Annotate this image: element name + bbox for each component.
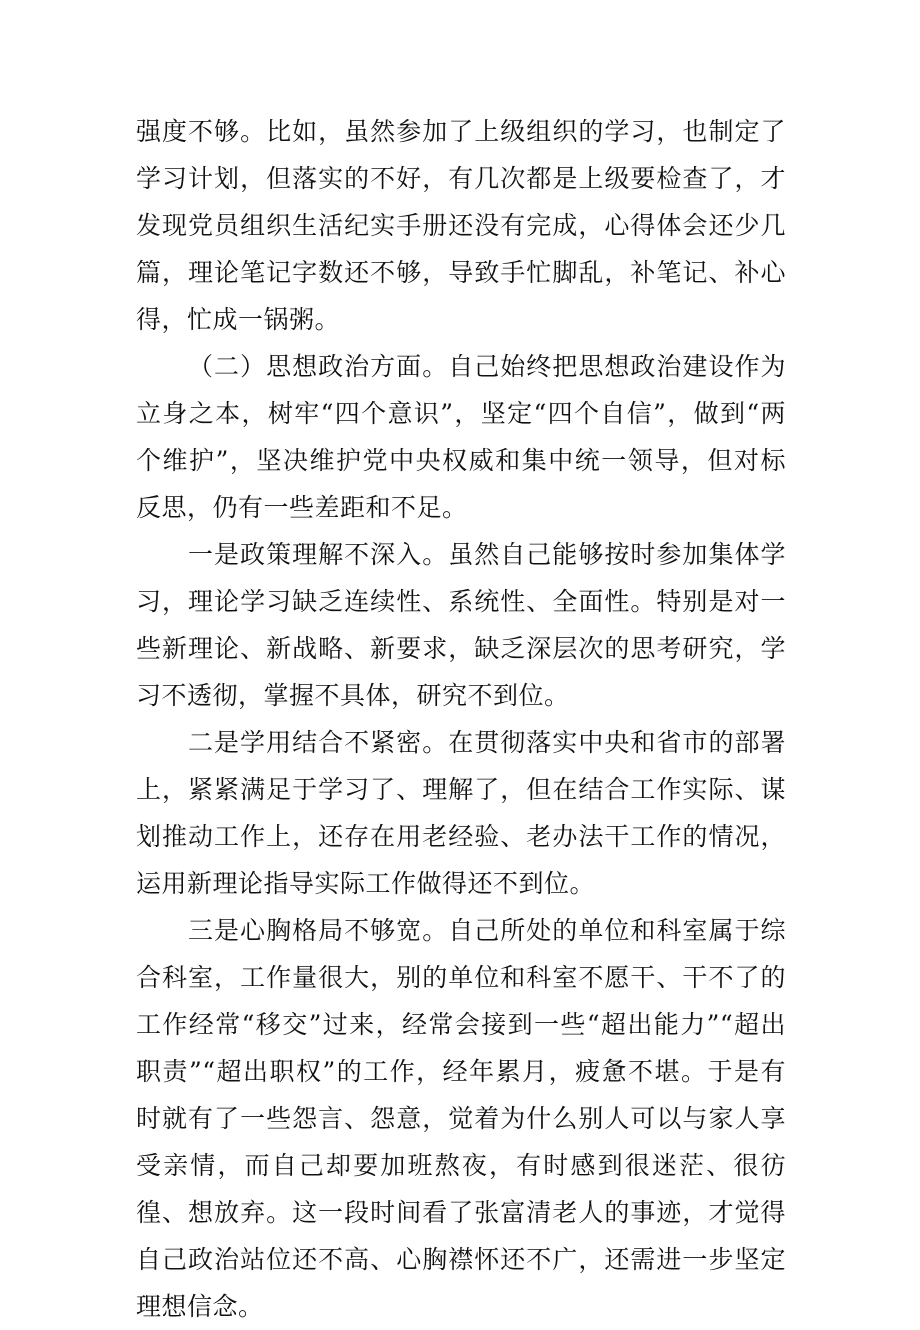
paragraph-study-application: 二是学用结合不紧密。在贯彻落实中央和省市的部署上，紧紧满足于学习了、理解了，但在结合工作实际、谋划推动工作上，还存在用老经验、老办法干工作的情况，运用新理论指导实际工作做得还不到位。 — [136, 728, 786, 898]
document-body — [136, 108, 786, 1330]
paragraph-political-thought-heading: （二）思想政治方面。自己始终把思想政治建设作为立身之本，树牢“四个意识”，坚定“四个自信”，做到“两个维护”，坚决维护党中央权威和集中统一领导，但对标反思，仍有一些差距和不足。 — [136, 352, 786, 522]
paragraph-study-intensity: 强度不够。比如，虽然参加了上级组织的学习，也制定了学习计划，但落实的不好，有几次都是上级要检查了，才发现党员组织生活纪实手册还没有完成，心得体会还少几篇，理论笔记字数还不够，导致手忙脚乱，补笔记、补心得，忙成一锅粥。 — [136, 117, 786, 334]
paragraph-policy-understanding: 一是政策理解不深入。虽然自己能够按时参加集体学习，理论学习缺乏连续性、系统性、全面性。特别是对一些新理论、新战略、新要求，缺乏深层次的思考研究，学习不透彻，掌握不具体，研究不到位。 — [136, 540, 786, 710]
paragraph-broad-mindedness: 三是心胸格局不够宽。自己所处的单位和科室属于综合科室，工作量很大，别的单位和科室不愿干、干不了的工作经常“移交”过来，经常会接到一些“超出能力”“超出职责”“超出职权”的工作，经年累月，疲惫不堪。于是有时就有了一些怨言、怨意，觉着为什么别人可以与家人享受亲情，而自己却要加班熬夜，有时感到很迷茫、很彷徨、想放弃。这一段时间看了张富清老人的事迹，才觉得自己政治站位还不高、心胸襟怀还不广，还需进一步坚定理想信念。 — [136, 916, 786, 1321]
